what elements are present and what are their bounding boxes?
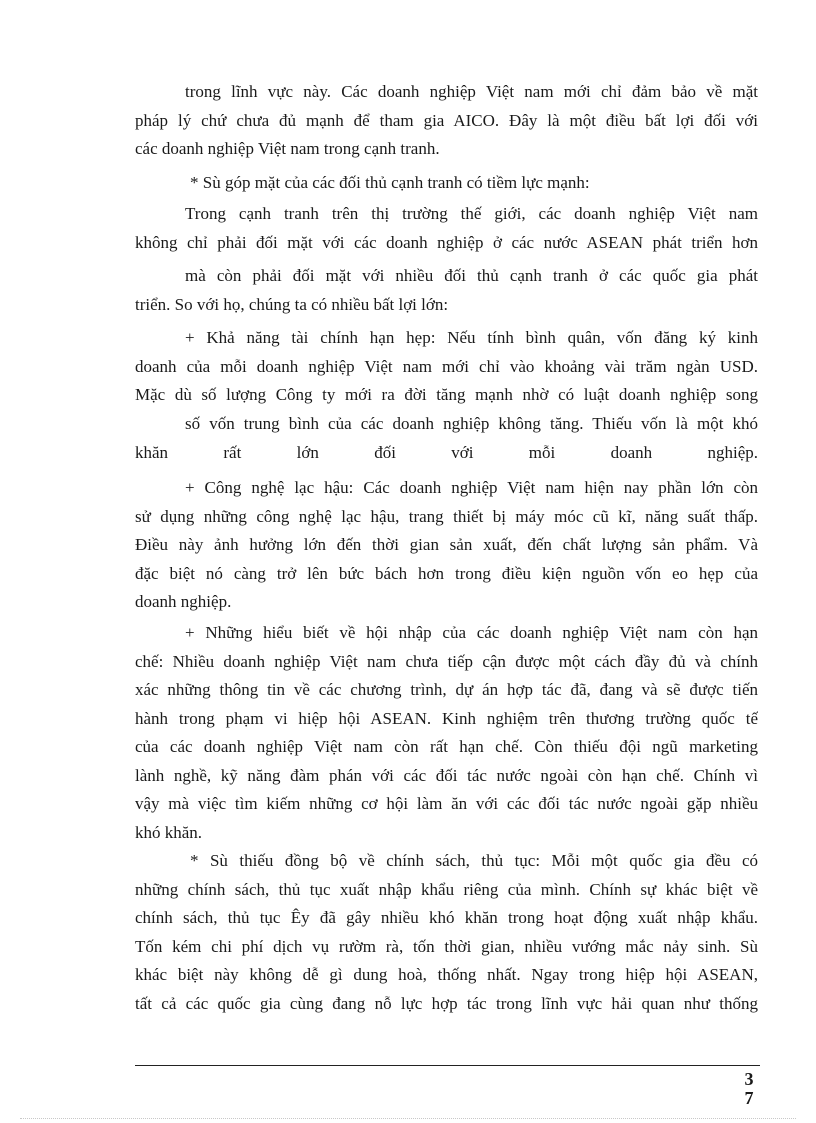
text-line: Điều này ảnh hưởng lớn đến thời gian sản xuất, đến chất lượng sản phẩm. Và [135, 535, 758, 554]
footer-divider [135, 1065, 760, 1066]
text-line: Mặc dù số lượng Công ty mới ra đời tăng mạnh nhờ có luật doanh nghiệp song [135, 385, 758, 404]
paragraph-policy [135, 847, 758, 1018]
page-edge-dots [20, 1118, 796, 1119]
text-line: khó khăn. [135, 822, 203, 842]
heading-competitors [135, 169, 758, 198]
paragraph-competition-cont [135, 262, 758, 319]
text-line: * Sù góp mặt của các đối thủ cạnh tranh có tiềm lực mạnh: [190, 173, 590, 192]
paragraph-aico [135, 78, 758, 164]
text-line: đặc biệt nó càng trở lên bức bách hơn trong điều kiện nguồn vốn eo hẹp của [135, 563, 758, 583]
text-line: sử dụng những công nghệ lạc hậu, trang thiết bị máy móc cũ kĩ, năng suất thấp. [135, 506, 758, 526]
text-line: pháp lý chứ chưa đủ mạnh để tham gia AICO. Đây là một điều bất lợi đối với [135, 110, 758, 130]
text-line: chính sách, thủ tục Êy đã gây nhiều khó khăn trong hoạt động xuất nhập khẩu. [135, 908, 758, 927]
text-line: các doanh nghiệp Việt nam trong cạnh tranh. [135, 139, 440, 158]
text-line: số vốn trung bình của các doanh nghiệp không tăng. Thiếu vốn là một khó [185, 414, 758, 433]
text-line: triển. So với họ, chúng ta có nhiều bất lợi lớn: [135, 294, 449, 314]
text-line: khác biệt này không dễ gì dung hoà, thống nhất. Ngay trong hiệp hội ASEAN, [135, 965, 758, 984]
text-line: Trong cạnh tranh trên thị trường thế giới, các doanh nghiệp Việt nam [185, 204, 758, 223]
paragraph-integration [135, 619, 758, 847]
text-line: hành trong phạm vi hiệp hội ASEAN. Kinh nghiệm trên thương trường quốc tế [135, 708, 758, 728]
text-line: trong lĩnh vực này. Các doanh nghiệp Việt nam mới chỉ đảm bảo về mặt [185, 82, 758, 101]
text-line: mà còn phải đối mặt với nhiều đối thủ cạnh tranh ở các quốc gia phát [185, 266, 758, 285]
text-line: + Khả năng tài chính hạn hẹp: Nếu tính bình quân, vốn đăng ký kinh [185, 328, 758, 347]
text-line: tất cả các quốc gia cùng đang nỗ lực hợp tác trong lĩnh vực hải quan như thống [135, 993, 758, 1013]
text-line: vậy mà việc tìm kiếm những cơ hội làm ăn với các đối tác nước ngoài gặp nhiều [135, 794, 758, 813]
text-line: doanh nghiệp. [135, 592, 232, 611]
paragraph-finance-cont [135, 410, 758, 467]
text-line: của các doanh nghiệp Việt nam còn rất hạn chế. Còn thiếu đội ngũ marketing [135, 737, 758, 756]
text-line: những chính sách, thủ tục xuất nhập khẩu riêng của mình. Chính sự khác biệt về [135, 879, 758, 899]
page-number-top: 3 [744, 1069, 754, 1089]
text-line: + Những hiểu biết về hội nhập của các doanh nghiệp Việt nam còn hạn [185, 623, 758, 642]
text-line: khăn rất lớn đối với mỗi doanh nghiệp. [135, 442, 758, 462]
page-number-bottom: 7 [744, 1088, 754, 1108]
text-line: Tốn kém chi phí dịch vụ rườm rà, tốn thời gian, nhiều vướng mắc nảy sinh. Sù [135, 936, 758, 956]
page-number [739, 1070, 759, 1108]
text-line: chế: Nhiều doanh nghiệp Việt nam chưa tiếp cận được một cách đầy đủ và chính [135, 651, 758, 671]
paragraph-finance [135, 324, 758, 410]
text-line: * Sù thiếu đồng bộ về chính sách, thủ tục: Mỗi một quốc gia đều có [190, 851, 758, 870]
text-line: + Công nghệ lạc hậu: Các doanh nghiệp Việt nam hiện nay phần lớn còn [185, 478, 758, 497]
text-line: không chỉ phải đối mặt với các doanh nghiệp ở các nước ASEAN phát triển hơn [135, 232, 758, 252]
text-line: doanh của mỗi doanh nghiệp Việt nam mới chỉ vào khoảng vài trăm ngàn USD. [135, 356, 758, 376]
text-line: xác những thông tin về các chương trình, dự án hợp tác đã, đang và sẽ được tiến [135, 680, 758, 699]
paragraph-technology [135, 474, 758, 617]
text-line: lành nghề, kỹ năng đàm phán với các đối tác nước ngoài còn hạn chế. Chính vì [135, 765, 758, 785]
paragraph-competition [135, 200, 758, 257]
